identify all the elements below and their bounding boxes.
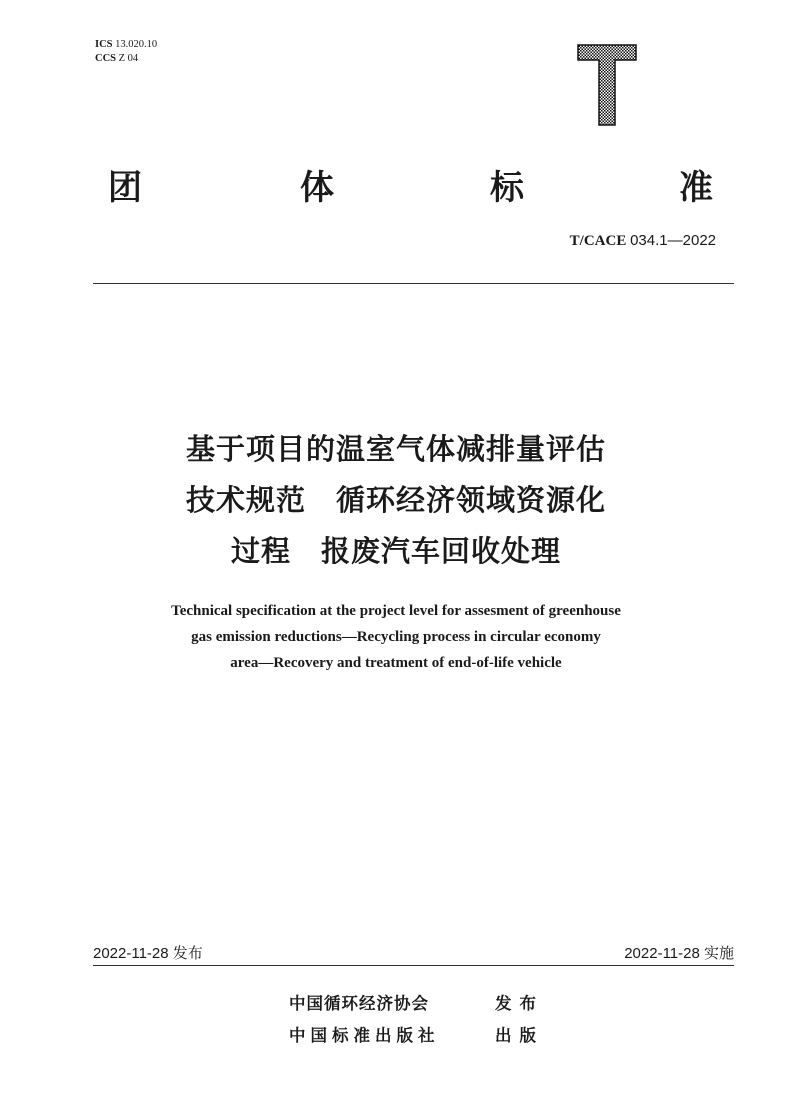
issuing-organization: 中国循环经济协会 — [289, 994, 429, 1013]
standard-type-char: 标 — [490, 168, 524, 208]
standard-mark-t-logo — [577, 44, 637, 126]
english-title-line: area—Recovery and treatment of end-of-life vehicle — [230, 655, 562, 671]
ics-code: 13.020.10 — [115, 39, 158, 50]
ics-line — [95, 38, 157, 52]
chinese-title-line: 过程 报废汽车回收处理 — [230, 534, 561, 568]
ics-label: ICS — [95, 39, 113, 50]
standard-type-char: 体 — [300, 168, 334, 208]
standard-type-char: 团 — [108, 168, 142, 208]
implementation-date: 2022-11-28 实施 — [624, 945, 734, 962]
english-title-line: Technical specification at the project level for assesment of greenhouse — [171, 603, 621, 619]
publishing-action: 出版 — [495, 1026, 544, 1045]
chinese-title-line: 技术规范 循环经济领域资源化 — [185, 483, 606, 517]
publisher-line — [289, 990, 544, 1014]
issuing-action: 发布 — [495, 994, 544, 1013]
publishing-house: 中国标准出版社 — [289, 1026, 440, 1045]
english-title-line: gas emission reductions—Recycling process in circular economy — [191, 629, 601, 645]
standard-number-value: 034.1—2022 — [630, 232, 716, 249]
chinese-title-line: 基于项目的温室气体减排量评估 — [185, 432, 606, 466]
standard-code: T/CACE — [569, 233, 627, 249]
ccs-line — [95, 52, 157, 66]
classification-codes — [95, 38, 157, 66]
standard-number — [570, 232, 716, 250]
standard-type-heading — [0, 160, 792, 208]
standard-type-char: 准 — [679, 168, 713, 208]
ccs-code: Z 04 — [118, 53, 139, 64]
bottom-divider — [93, 965, 734, 966]
english-title — [96, 598, 696, 676]
chinese-title — [96, 424, 696, 577]
publisher-line — [289, 1022, 544, 1046]
issue-date: 2022-11-28 发布 — [93, 945, 203, 962]
ccs-label: CCS — [95, 53, 117, 64]
top-divider — [93, 283, 734, 284]
